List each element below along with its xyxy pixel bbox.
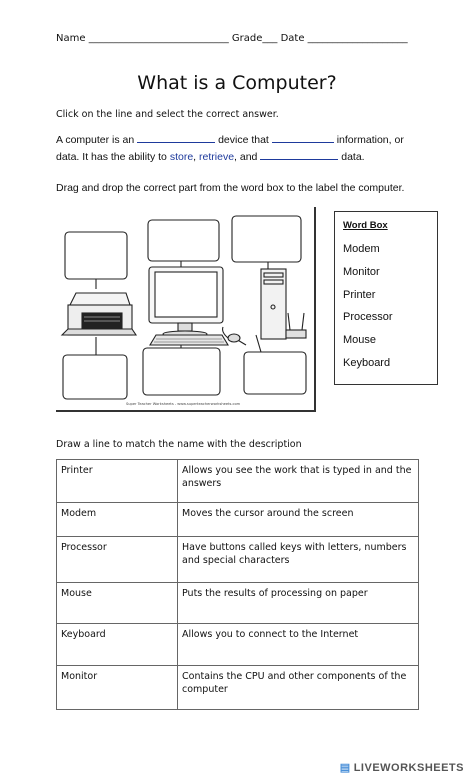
date-label: Date: [280, 33, 305, 44]
drop-target-box: [63, 355, 127, 399]
sentence-text: device that: [218, 134, 269, 146]
match-name[interactable]: Processor: [57, 537, 178, 583]
word-keyboard[interactable]: Keyboard: [343, 357, 391, 369]
match-description[interactable]: Allows you see the work that is typed in and the answers: [178, 460, 419, 503]
page-title: What is a Computer?: [137, 72, 337, 94]
match-description[interactable]: Have buttons called keys with letters, numbers and special characters: [178, 537, 419, 583]
liveworksheets-logo: [340, 761, 464, 774]
drop-target-box: [148, 220, 219, 261]
sentence-text: , and: [234, 151, 258, 163]
table-row: [57, 460, 419, 503]
instruction-match: Draw a line to match the name with the description: [56, 439, 302, 450]
answer-dropdown-2[interactable]: [272, 132, 334, 143]
match-description[interactable]: Contains the CPU and other components of the computer: [178, 666, 419, 710]
match-name[interactable]: Printer: [57, 460, 178, 503]
word-processor[interactable]: Processor: [343, 311, 393, 323]
name-blank[interactable]: ____________________________: [88, 33, 229, 44]
answer-retrieve[interactable]: retrieve: [199, 151, 235, 163]
match-name[interactable]: Mouse: [57, 583, 178, 624]
table-row: [57, 503, 419, 537]
sentence-text: ,: [193, 151, 197, 163]
computer-illustration: [56, 207, 314, 410]
word-monitor[interactable]: Monitor: [343, 266, 380, 278]
word-box: [334, 211, 438, 385]
match-description[interactable]: Puts the results of processing on paper: [178, 583, 419, 624]
word-mouse[interactable]: Mouse: [343, 334, 377, 346]
instruction-drag-drop: Drag and drop the correct part from the word box to the label the computer.: [56, 182, 405, 194]
sentence-text: data. It has the ability to: [56, 151, 167, 163]
computer-diagram: [56, 207, 316, 412]
date-blank[interactable]: ____________________: [307, 33, 408, 44]
sentence-text: information, or: [336, 134, 404, 146]
drop-target-box: [232, 216, 301, 262]
answer-store[interactable]: store: [169, 151, 194, 163]
grade-label: Grade: [231, 33, 263, 44]
match-name[interactable]: Keyboard: [57, 624, 178, 666]
word-printer[interactable]: Printer: [343, 289, 376, 301]
header-line: [56, 33, 408, 44]
match-name[interactable]: Monitor: [57, 666, 178, 710]
word-box-title: Word Box: [343, 220, 388, 231]
match-description[interactable]: Allows you to connect to the Internet: [178, 624, 419, 666]
match-description[interactable]: Moves the cursor around the screen: [178, 503, 419, 537]
grade-blank[interactable]: ___: [262, 33, 278, 44]
drop-target-box: [244, 352, 306, 394]
instruction-select: Click on the line and select the correct answer.: [56, 109, 279, 120]
drop-target-box: [65, 232, 127, 279]
match-table: [56, 459, 419, 710]
answer-dropdown-1[interactable]: [137, 132, 215, 143]
table-row: [57, 537, 419, 583]
sentence-text: data.: [341, 151, 365, 163]
sentence-text: A computer is an: [56, 134, 135, 146]
logo-text: LIVEWORKSHEETS: [353, 762, 464, 774]
drop-target-box: [143, 348, 220, 395]
fill-in-sentence: [56, 132, 426, 166]
table-row: [57, 666, 419, 710]
match-name[interactable]: Modem: [57, 503, 178, 537]
name-label: Name: [56, 33, 86, 44]
table-row: [57, 583, 419, 624]
answer-dropdown-3[interactable]: [260, 149, 338, 160]
table-row: [57, 624, 419, 666]
image-caption: Super Teacher Worksheets - www.superteacherworksheets.com: [126, 402, 241, 406]
word-modem[interactable]: Modem: [343, 243, 380, 255]
liveworksheets-logo-icon: ▤: [339, 762, 351, 774]
